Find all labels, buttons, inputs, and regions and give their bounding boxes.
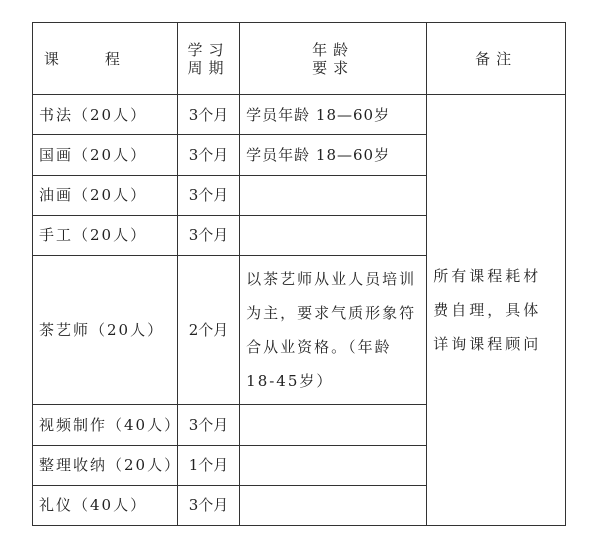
table-row [33,95,566,135]
note-cell: 所有课程耗材费自理，具体详询课程顾问 [427,95,566,526]
header-row [33,23,566,95]
period-cell: 2个月 [177,255,239,404]
header-period-line2: 周期 [187,58,230,77]
age-cell [240,485,427,525]
period-cell: 3个月 [177,405,239,445]
age-cell [240,215,427,255]
course-cell: 手工（20人） [33,215,178,255]
course-cell: 整理收纳（20人） [33,445,178,485]
header-age-line1: 年龄 [312,40,355,59]
age-cell: 学员年龄 18—60岁 [240,95,427,135]
header-course: 课程 [33,23,178,95]
period-cell: 1个月 [177,445,239,485]
header-note: 备注 [427,23,566,95]
age-cell: 以茶艺师从业人员培训为主，要求气质形象符合从业资格。（年龄18-45岁） [240,255,427,404]
header-period-line1: 学习 [187,40,230,59]
course-cell: 礼仪（40人） [33,485,178,525]
period-cell: 3个月 [177,175,239,215]
header-age-line2: 要求 [312,58,355,77]
period-cell: 3个月 [177,135,239,175]
header-period [177,23,239,95]
period-cell: 3个月 [177,215,239,255]
age-cell [240,445,427,485]
period-cell: 3个月 [177,485,239,525]
course-cell: 茶艺师（20人） [33,255,178,404]
age-cell: 学员年龄 18—60岁 [240,135,427,175]
course-cell: 油画（20人） [33,175,178,215]
course-cell: 视频制作（40人） [33,405,178,445]
course-cell: 书法（20人） [33,95,178,135]
age-cell [240,175,427,215]
age-cell [240,405,427,445]
period-cell: 3个月 [177,95,239,135]
header-age [240,23,427,95]
course-table [32,22,566,526]
course-cell: 国画（20人） [33,135,178,175]
